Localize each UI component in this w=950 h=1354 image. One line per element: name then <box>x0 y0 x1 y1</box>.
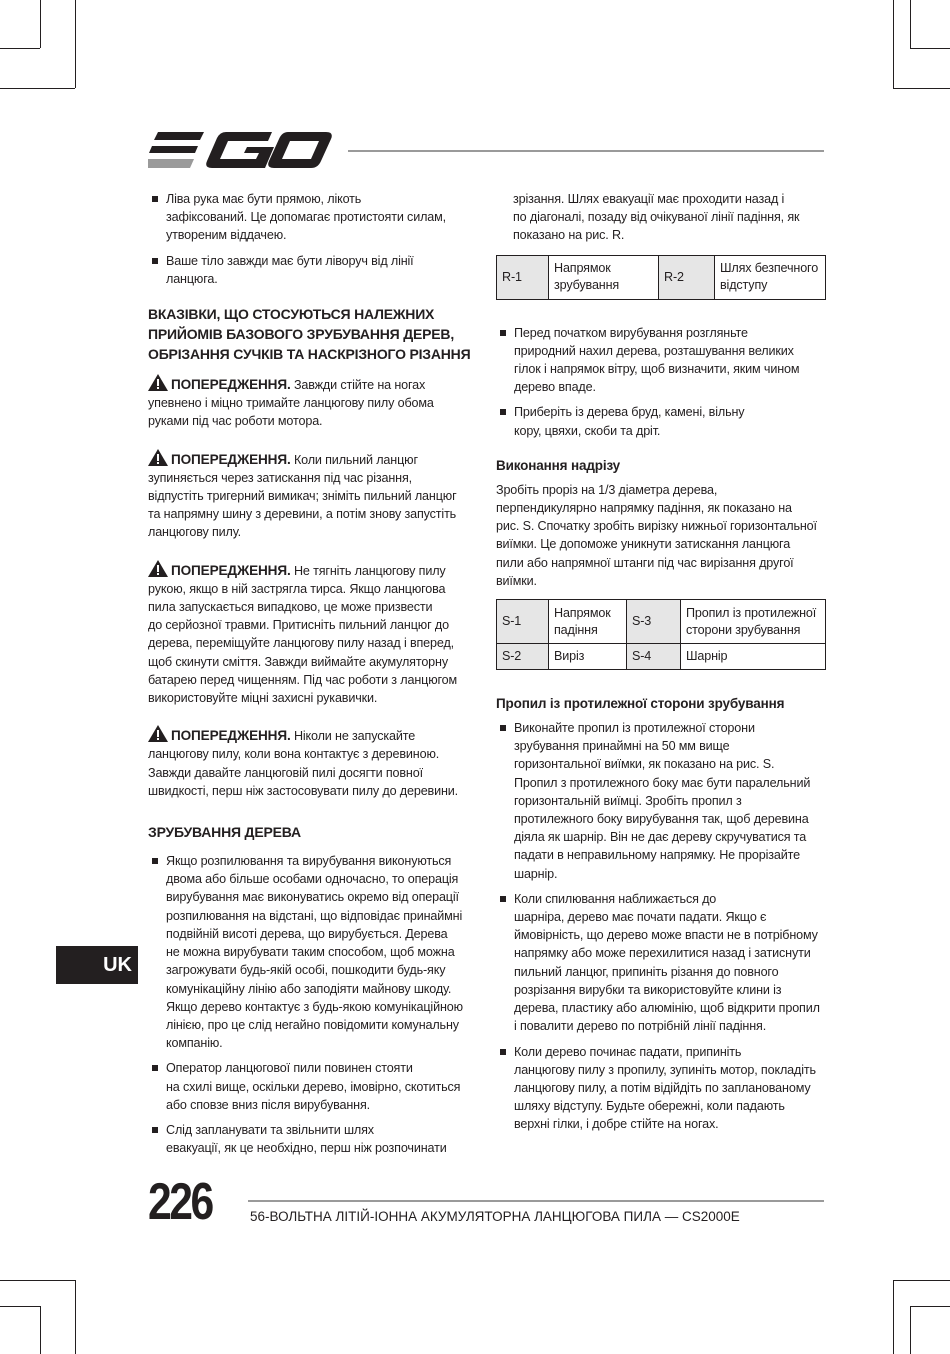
crop-mark <box>40 1306 41 1354</box>
list-item: Слід запланувати та звільнити шлях евакуації, як це необхідно, перш ніж розпочинати <box>148 1121 468 1157</box>
table-cell: Шарнір <box>681 644 826 670</box>
continuation-text: зрізання. Шлях евакуації має проходити назад і по діагоналі, позаду від очікуваної лінії падіння, як показано на рис. R. <box>513 192 800 243</box>
table-cell: S-2 <box>497 644 549 670</box>
warning-block: ПОПЕРЕДЖЕННЯ. Коли пильний ланцюг зупиняється через затискання під час різання, відпустіть тригерний вимикач; зніміть пильний ланцюг та напрямну шину з деревини, а потім знову запустіть ланцюгову пилу. <box>148 449 468 542</box>
table-cell: Напрямок зрубування <box>549 255 659 299</box>
felling-heading: ЗРУБУВАННЯ ДЕРЕВА <box>148 824 301 841</box>
warning-block: ПОПЕРЕДЖЕННЯ. Ніколи не запускайте ланцюгову пилу, коли вона контактує з деревиною. Завжди давайте ланцюговій пилі досягти повної швидкості, перш ніж застосовувати пилу до деревини. <box>148 725 468 800</box>
header-rule <box>348 150 824 152</box>
table-cell: S-1 <box>497 600 549 644</box>
list-item: Ліва рука має бути прямою, лікоть зафіксований. Це допомагає протистояти силам, утвореним віддачею. <box>148 190 468 245</box>
table-cell: Шлях безпечного відступу <box>715 255 826 299</box>
list-item: Якщо розпилювання та вирубування виконуються двома або більше особами одночасно, то операція вирубування має виконуватись окремо від операції розпилювання на відстані, що відповідає принаймні подвійній висоті дерева, що вирубується. Дерева не можна вирубувати таким способом, щоб можна загрожувати будь-якій особі, пошкодити будь-яку комунікаційну лінію або заподіяти майнову шкоду. Якщо дерево контактує з будь-якою комунікаційною лінією, про це слід негайно повідомити комунальну компанію. <box>148 852 468 1052</box>
list-item: Коли дерево починає падати, припиніть ланцюгову пилу з пропилу, зупиніть мотор, покладіть ланцюгову пилу, а потім відійдіть по запланованому шляху відступу. Будьте обережні, коли падають верхні гілки, і добре стійте на ногах. <box>496 1043 826 1134</box>
figure-r-legend-table <box>496 255 826 300</box>
warning-triangle-icon <box>148 449 168 466</box>
page-number: 226 <box>148 1173 212 1231</box>
warning-label: ПОПЕРЕДЖЕННЯ. <box>171 562 291 578</box>
left-column <box>148 190 471 1164</box>
list-item: Ваше тіло завжди має бути ліворуч від лінії ланцюга. <box>148 252 468 288</box>
warning-label: ПОПЕРЕДЖЕННЯ. <box>171 377 291 393</box>
prep-bullets <box>496 324 826 440</box>
footer-product-title: 56-ВОЛЬТНА ЛІТІЙ-ІОННА АКУМУЛЯТОРНА ЛАНЦЮГОВА ПИЛА — CS2000E <box>250 1209 740 1224</box>
crop-mark <box>893 1280 950 1281</box>
list-item: Коли спилювання наближається до шарніра, дерево має почати падати. Якщо є ймовірність, що дерево може впасти не в потрібному напрямку або може перехилитися назад і затиснути пильний ланцюг, припиніть різання до повного розрізання вирубки та використовуйте клини із дерева, пластику або алюмінію, щоб відкрити пропил і повалити дерево по потрібній лінії падіння. <box>496 890 826 1036</box>
table-cell: S-4 <box>627 644 681 670</box>
ego-logo <box>148 128 332 172</box>
backcut-heading: Пропил із протилежної сторони зрубування <box>496 696 785 712</box>
warning-label: ПОПЕРЕДЖЕННЯ. <box>171 728 291 744</box>
warning-triangle-icon <box>148 374 168 391</box>
table-cell: Виріз <box>549 644 627 670</box>
table-row <box>497 255 826 299</box>
list-item: Оператор ланцюгової пили повинен стояти на схилі вище, оскільки дерево, імовірно, скотиться або сповзе вниз після вирубування. <box>148 1059 468 1114</box>
crop-mark <box>893 1280 894 1354</box>
crop-mark <box>75 1280 76 1354</box>
warning-block: ПОПЕРЕДЖЕННЯ. Не тягніть ланцюгову пилу рукою, якщо в ній застрягла тирса. Якщо ланцюгова пила запускається випадково, це може призвести до серйозної травми. Притисніть пильний ланцюг до дерева, переміщуйте ланцюгову пилу назад і вперед, щоб скинути сміття. Завжди виймайте акумуляторну батарею перед чищенням. Під час роботи з ланцюгом використовуйте міцні захисні рукавички. <box>148 560 468 708</box>
notch-text: Зробіть проріз на 1/3 діаметра дерева, перпендикулярно напрямку падіння, як показано на рис. S. Спочатку зробіть вирізку нижньої горизонтальної виїмки. Це допоможе уникнути затискання ланцюга пили або напрямної штанги під час вирізання другої виїмки. <box>496 482 817 588</box>
table-cell: S-3 <box>627 600 681 644</box>
crop-mark <box>910 0 911 48</box>
crop-mark <box>75 0 76 88</box>
table-cell: Пропил із протилежної сторони зрубування <box>681 600 826 644</box>
crop-mark <box>910 1306 950 1307</box>
crop-mark <box>893 88 950 89</box>
warning-triangle-icon <box>148 725 168 742</box>
crop-mark <box>893 0 894 88</box>
warning-triangle-icon <box>148 560 168 577</box>
crop-mark <box>0 1306 40 1307</box>
table-cell: R-1 <box>497 255 549 299</box>
crop-mark <box>910 48 950 49</box>
footer-rule <box>248 1200 824 1202</box>
crop-mark <box>0 88 75 89</box>
crop-mark <box>0 1280 75 1281</box>
list-item: Виконайте пропил із протилежної сторони зрубування принаймні на 50 мм вище горизонтальної виїмки, як показано на рис. S. Пропил з протилежного боку має бути паралельний горизонтальній виїмці. Зробіть пропил з протилежного боку вирубування так, щоб деревина діяла як шарнір. Він не дає дереву скручуватися та падати в неправильному напрямку. Не прорізайте шарнір. <box>496 719 826 883</box>
crop-mark <box>40 0 41 48</box>
figure-s-legend-table <box>496 599 826 670</box>
crop-mark <box>0 48 40 49</box>
table-cell: R-2 <box>659 255 715 299</box>
language-tab: UK <box>56 946 138 984</box>
list-item: Перед початком вирубування розгляньте природний нахил дерева, розташування великих гілок і напрямок вітру, щоб визначити, яким чином дерево впаде. <box>496 324 826 397</box>
felling-bullets <box>148 852 468 1157</box>
warning-block: ПОПЕРЕДЖЕННЯ. Завжди стійте на ногах упевнено і міцно тримайте ланцюгову пилу обома руками під час роботи мотора. <box>148 374 468 431</box>
table-row <box>497 600 826 644</box>
section-heading: ВКАЗІВКИ, ЩО СТОСУЮТЬСЯ НАЛЕЖНИХ ПРИЙОМІВ БАЗОВОГО ЗРУБУВАННЯ ДЕРЕВ, ОБРІЗАННЯ СУЧКІВ ТА НАСКРІЗНОГО РІЗАННЯ <box>148 306 471 363</box>
intro-bullets <box>148 190 468 288</box>
right-column <box>496 190 826 1141</box>
list-item: Приберіть із дерева бруд, камені, вільну кору, цвяхи, скоби та дріт. <box>496 403 826 439</box>
backcut-bullets <box>496 719 826 1133</box>
table-cell: Напрямок падіння <box>549 600 627 644</box>
table-row <box>497 644 826 670</box>
notch-heading: Виконання надрізу <box>496 457 621 473</box>
warning-label: ПОПЕРЕДЖЕННЯ. <box>171 451 291 467</box>
crop-mark <box>910 1306 911 1354</box>
